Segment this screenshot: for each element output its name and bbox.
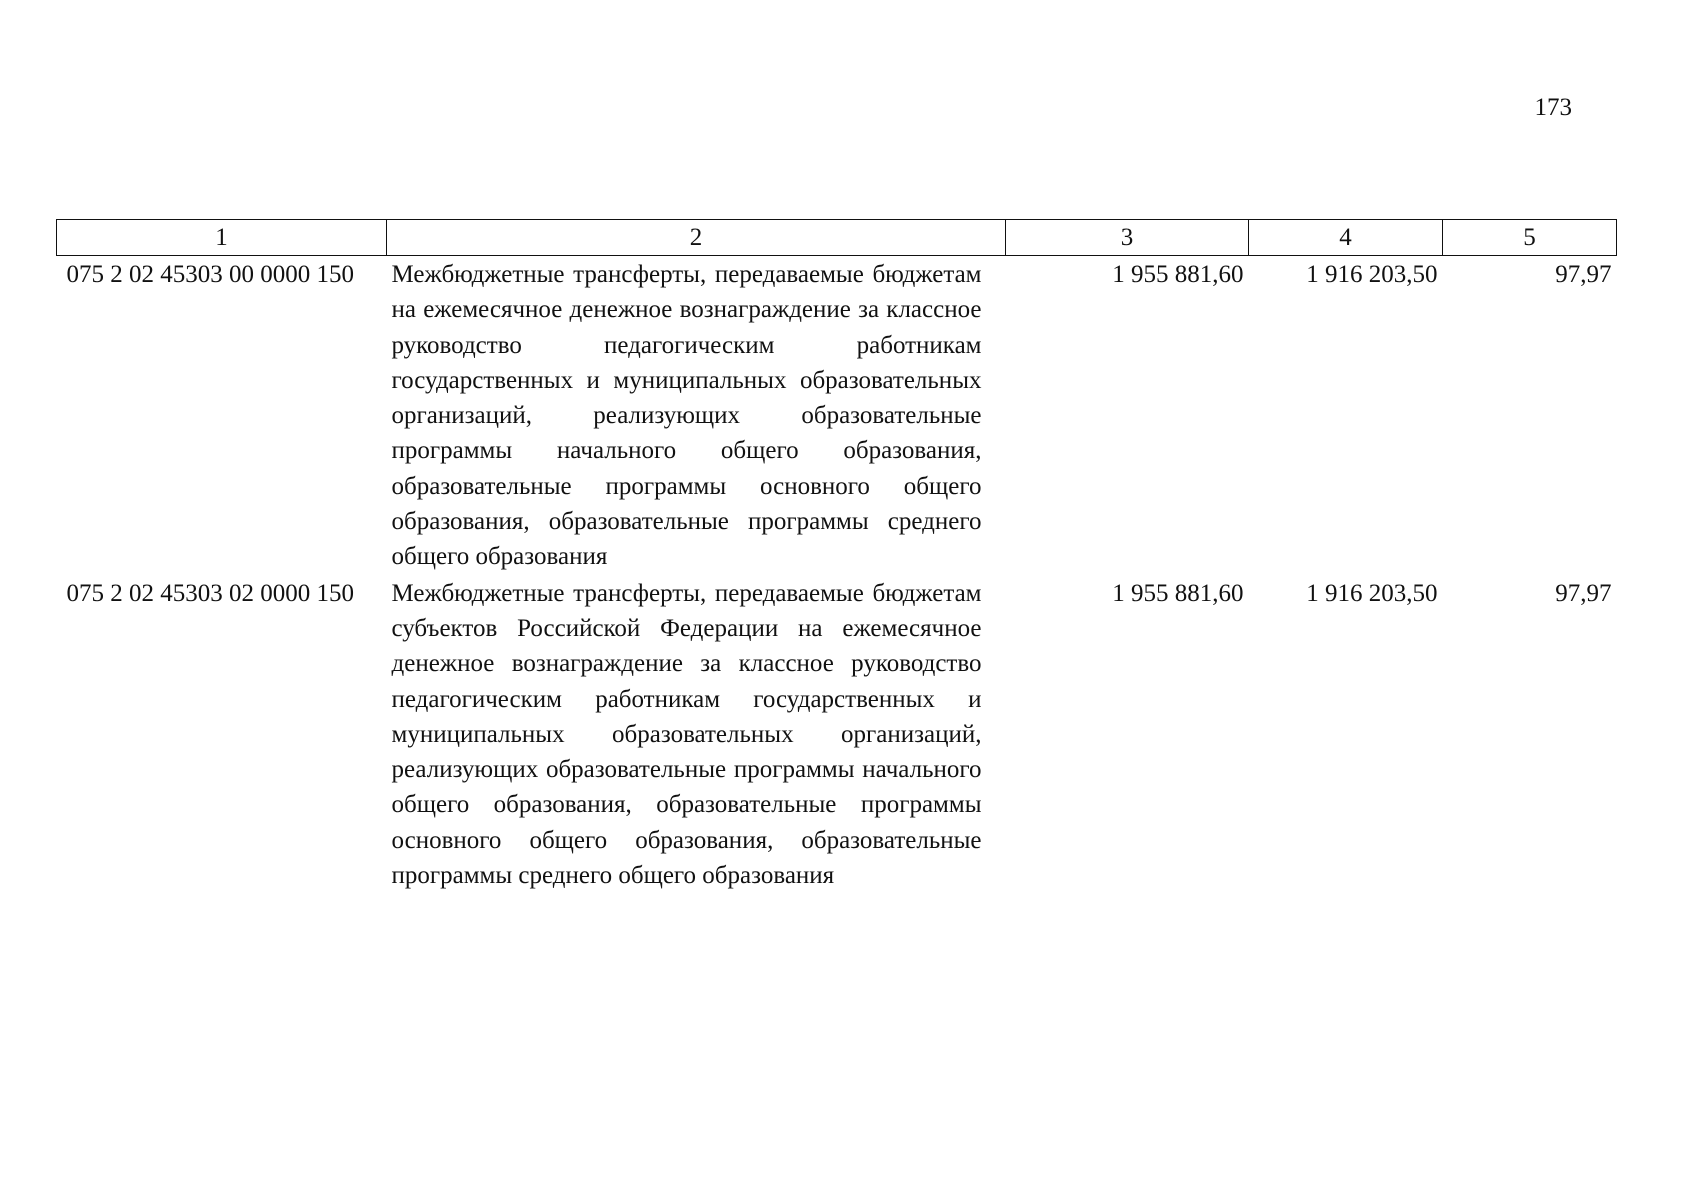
table-row [57,575,1617,894]
execution-percent: 97,97 [1555,579,1612,607]
column-number-2: 2 [387,220,1006,256]
table-row [57,256,1617,575]
executed-amount: 1 916 203,50 [1306,579,1438,607]
column-number-5: 5 [1443,220,1617,256]
revenue-name: Межбюджетные трансферты, передаваемые бюджетам на ежемесячное денежное вознаграждение за классное руководство педагогическим работникам государственных и муниципальных образовательных организаций, реализующих образовательные программы начального общего образования, образовательные программы основного общего образования, образовательные программы среднего общего образования [391,261,982,571]
execution-percent: 97,97 [1555,261,1612,288]
revenue-name: Межбюджетные трансферты, передаваемые бюджетам субъектов Российской Федерации на ежемесячное денежное вознаграждение за классное руководство педагогическим работникам государственных и муниципальных образовательных организаций, реализующих образовательные программы начального общего образования, образовательные программы основного общего образования, образовательные программы среднего общего образования [391,579,982,890]
column-number-4: 4 [1249,220,1443,256]
executed-amount: 1 916 203,50 [1306,261,1438,288]
column-number-3: 3 [1006,220,1249,256]
page-number: 173 [1534,94,1572,121]
budget-code: 075 2 02 45303 00 0000 150 [66,261,354,288]
column-number-row [57,220,1617,256]
budget-code: 075 2 02 45303 02 0000 150 [66,579,354,607]
budget-table [56,219,1617,893]
planned-amount: 1 955 881,60 [1112,261,1244,288]
planned-amount: 1 955 881,60 [1112,579,1244,607]
column-number-1: 1 [57,220,387,256]
